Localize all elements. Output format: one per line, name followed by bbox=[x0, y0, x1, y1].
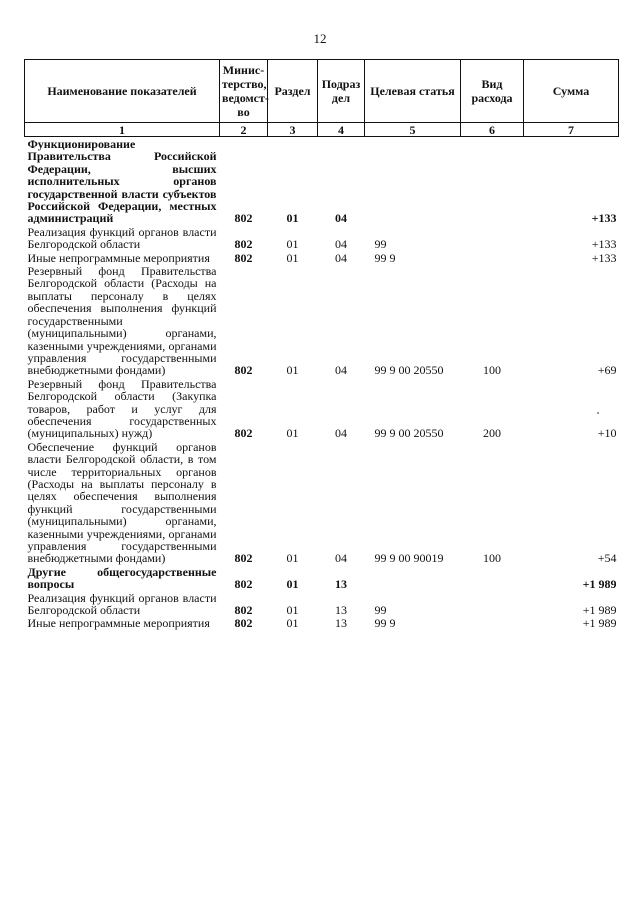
row-section: 01 bbox=[286, 363, 299, 378]
row-subsection: 04 bbox=[335, 211, 347, 226]
row-target-article: 99 bbox=[374, 237, 387, 252]
row-target-article: 99 bbox=[374, 603, 387, 618]
row-section: 01 bbox=[286, 603, 299, 618]
row-section: 01 bbox=[286, 426, 299, 441]
column-number: 3 bbox=[268, 123, 318, 137]
column-number: 1 bbox=[25, 123, 220, 137]
row-name: Иные непрограммные мероприятия bbox=[27, 250, 210, 265]
table-row bbox=[25, 225, 619, 251]
table-body bbox=[25, 137, 619, 630]
row-subsection: 04 bbox=[335, 250, 347, 265]
row-ministry: 802 bbox=[234, 363, 253, 378]
column-number: 2 bbox=[220, 123, 268, 137]
column-number-row bbox=[25, 123, 619, 137]
row-subsection: 04 bbox=[335, 363, 347, 378]
row-subsection: 13 bbox=[335, 616, 347, 631]
row-target-article: 99 9 00 20550 bbox=[374, 426, 444, 441]
row-subsection: 13 bbox=[335, 603, 347, 618]
row-ministry: 802 bbox=[234, 250, 253, 265]
row-expense-type: 100 bbox=[483, 363, 501, 378]
table-row bbox=[25, 616, 619, 629]
row-section: 01 bbox=[286, 577, 299, 592]
row-amount: +1 989 bbox=[582, 603, 617, 618]
row-amount: +133 bbox=[591, 237, 617, 252]
table-row bbox=[25, 591, 619, 617]
table-row bbox=[25, 137, 619, 225]
row-name: Реализация функций органов власти Белгородской области bbox=[27, 590, 217, 618]
row-subsection: 04 bbox=[335, 426, 347, 441]
row-target-article: 99 9 bbox=[374, 250, 396, 265]
row-amount: +10 bbox=[597, 426, 617, 441]
header-indicator-name: Наименование показателей bbox=[25, 60, 220, 123]
table-row bbox=[25, 440, 619, 565]
row-subsection: 13 bbox=[335, 577, 347, 592]
row-amount: +133 bbox=[591, 250, 617, 265]
row-amount: +1 989 bbox=[582, 616, 617, 631]
row-expense-type bbox=[461, 251, 524, 264]
row-target-article: 99 9 00 20550 bbox=[374, 363, 444, 378]
row-ministry: 802 bbox=[234, 616, 253, 631]
row-amount: +69 bbox=[597, 363, 617, 378]
row-name: Другие общегосударственные вопросы bbox=[27, 564, 217, 592]
row-ministry: 802 bbox=[234, 551, 253, 566]
header-target-article: Целевая статья bbox=[365, 60, 461, 123]
row-subsection: 04 bbox=[335, 237, 347, 252]
row-expense-type bbox=[461, 565, 524, 591]
row-target-article: 99 9 00 90019 bbox=[374, 551, 444, 566]
row-section: 01 bbox=[286, 211, 299, 226]
row-section: 01 bbox=[286, 250, 299, 265]
header-expense-type: Вид расхода bbox=[461, 60, 524, 123]
row-expense-type: 100 bbox=[483, 551, 501, 566]
header-ministry: Минис-терство, ведомст-во bbox=[220, 60, 268, 123]
row-target-article bbox=[365, 565, 461, 591]
row-name: Реализация функций органов власти Белгородской области bbox=[27, 224, 217, 252]
row-target-article: 99 9 bbox=[374, 616, 396, 631]
row-expense-type bbox=[461, 225, 524, 251]
scan-speck bbox=[597, 412, 599, 414]
row-ministry: 802 bbox=[234, 211, 253, 226]
row-name: Иные непрограммные мероприятия bbox=[27, 616, 210, 631]
budget-table bbox=[24, 59, 619, 630]
row-amount: +54 bbox=[597, 551, 617, 566]
column-number: 7 bbox=[524, 123, 619, 137]
header-amount: Сумма bbox=[524, 60, 619, 123]
row-name: Обеспечение функций органов власти Белгородской области, в том числе территориальных органов (Расходы на выплаты персоналу в целях обеспечения выполнения функций государственными (муниципальными) органами, казенными учреждениями, органами управления государственными внебюджетными фондами) bbox=[27, 439, 217, 566]
table-row bbox=[25, 251, 619, 264]
table-row bbox=[25, 377, 619, 440]
column-number: 5 bbox=[365, 123, 461, 137]
table-row bbox=[25, 264, 619, 377]
column-number: 4 bbox=[318, 123, 365, 137]
row-section: 01 bbox=[286, 237, 299, 252]
row-ministry: 802 bbox=[234, 426, 253, 441]
row-expense-type bbox=[461, 137, 524, 225]
row-section: 01 bbox=[286, 616, 299, 631]
header-subsection: Подраз дел bbox=[318, 60, 365, 123]
row-ministry: 802 bbox=[234, 237, 253, 252]
table-row bbox=[25, 565, 619, 591]
row-section: 01 bbox=[286, 551, 299, 566]
row-name: Функционирование Правительства Российской Федерации, высших исполнительных органов государственной власти субъектов Российской Федерации, местных администраций bbox=[27, 137, 217, 226]
row-target-article bbox=[365, 137, 461, 225]
row-amount: +1 989 bbox=[582, 577, 617, 592]
row-amount: +133 bbox=[591, 211, 617, 226]
row-name: Резервный фонд Правительства Белгородской области (Закупка товаров, работ и услуг для обеспечения государственных (муниципальных) нужд) bbox=[27, 376, 217, 441]
row-expense-type bbox=[461, 591, 524, 617]
row-subsection: 04 bbox=[335, 551, 347, 566]
header-section: Раздел bbox=[268, 60, 318, 123]
row-ministry: 802 bbox=[234, 577, 253, 592]
page-number: 12 bbox=[313, 31, 327, 46]
row-expense-type bbox=[461, 616, 524, 629]
row-ministry: 802 bbox=[234, 603, 253, 618]
row-name: Резервный фонд Правительства Белгородской области (Расходы на выплаты персоналу в целях обеспечения выполнения функций государственными (муниципальными) органами, казенными учреждениями, органами управления государственными внебюджетными фондами) bbox=[27, 264, 217, 378]
column-number: 6 bbox=[461, 123, 524, 137]
header-row bbox=[25, 60, 619, 123]
row-expense-type: 200 bbox=[483, 426, 501, 441]
